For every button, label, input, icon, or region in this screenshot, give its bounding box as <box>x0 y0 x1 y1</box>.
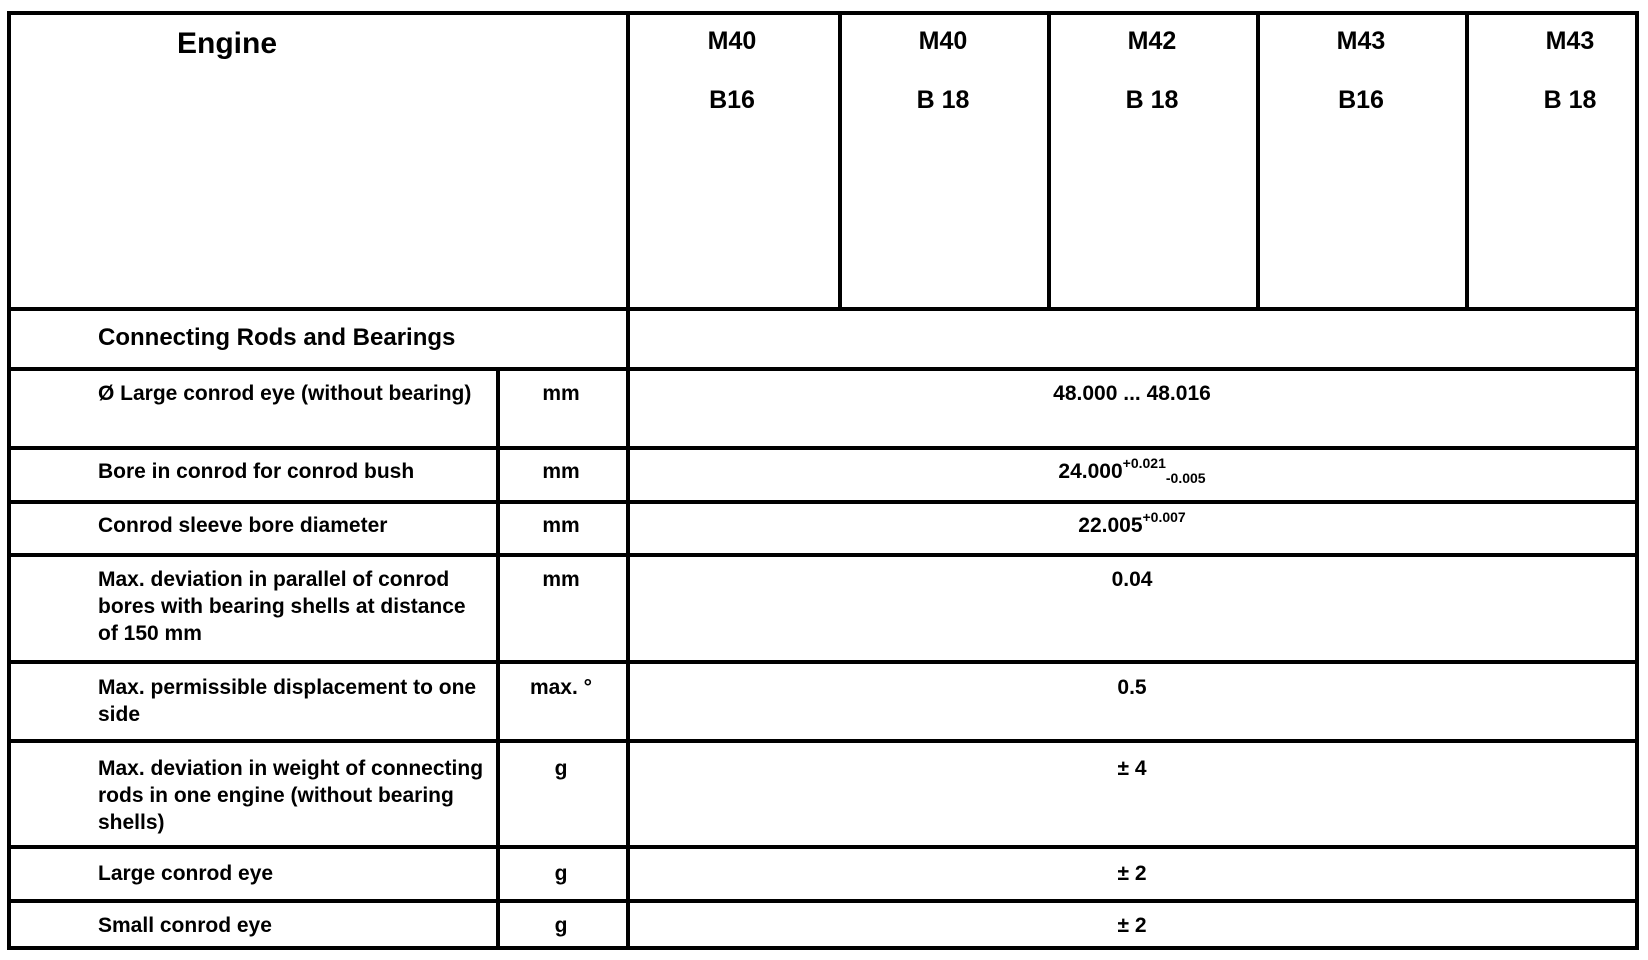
row-5-value: 0.5 <box>1117 676 1147 699</box>
hline-row-3 <box>7 553 1639 557</box>
row-2-value-sup: +0.021 <box>1122 455 1166 471</box>
row-7-label: Large conrod eye <box>98 862 274 885</box>
row-7-unit: g <box>554 862 568 885</box>
col-divider-3 <box>1256 11 1260 311</box>
row-1-label: Ø Large conrod eye (without bearing) <box>98 382 472 405</box>
col-divider-4 <box>1465 11 1469 311</box>
row-4-value: 0.04 <box>1111 568 1153 591</box>
hline-row-4 <box>7 660 1639 664</box>
row-3-unit: mm <box>542 514 580 537</box>
row-2-value <box>632 455 1632 486</box>
hline-row-1 <box>7 446 1639 450</box>
row-2-label: Bore in conrod for conrod bush <box>98 460 415 483</box>
row-1-value: 48.000 ... 48.016 <box>1053 382 1211 405</box>
col-5-variant: B 18 <box>1543 86 1597 114</box>
col-divider-engine <box>626 11 630 950</box>
hline-row-2 <box>7 500 1639 504</box>
border-left <box>7 11 11 950</box>
row-7-value: ± 2 <box>1117 862 1147 885</box>
row-2-value-main: 24.000 <box>1058 460 1123 483</box>
col-3-variant: B 18 <box>1125 86 1179 114</box>
col-divider-1 <box>838 11 842 311</box>
engine-title: Engine <box>177 27 278 60</box>
col-4-variant: B16 <box>1338 86 1384 114</box>
border-right-tail <box>1635 842 1639 950</box>
hline-row-7 <box>7 899 1639 903</box>
row-6-label: Max. deviation in weight of connecting rods in one engine (without bearing shells) <box>98 757 484 834</box>
border-right <box>1635 11 1639 842</box>
row-4-label: Max. deviation in parallel of conrod bores with bearing shells at distance of 150 mm <box>98 568 466 645</box>
col-1-model: M40 <box>707 27 757 55</box>
col-4-model: M43 <box>1336 27 1386 55</box>
col-3-model: M42 <box>1127 27 1177 55</box>
col-divider-2 <box>1047 11 1051 311</box>
row-6-unit: g <box>554 757 568 780</box>
hline-section-bottom <box>7 367 1639 371</box>
col-5-model: M43 <box>1545 27 1595 55</box>
row-3-value-main: 22.005 <box>1078 514 1143 537</box>
row-8-label: Small conrod eye <box>98 914 272 937</box>
row-1-unit: mm <box>542 382 580 405</box>
col-1-variant: B16 <box>709 86 755 114</box>
col-2-model: M40 <box>918 27 968 55</box>
row-2-value-sub: -0.005 <box>1165 470 1206 486</box>
hline-row-6 <box>7 845 1639 849</box>
section-title: Connecting Rods and Bearings <box>98 324 456 351</box>
row-3-label: Conrod sleeve bore diameter <box>98 514 388 537</box>
row-3-value <box>632 509 1632 539</box>
row-5-unit: max. ° <box>529 676 593 699</box>
row-6-value: ± 4 <box>1117 757 1147 780</box>
row-8-unit: g <box>554 914 568 937</box>
hline-header-bottom <box>7 307 1639 311</box>
row-4-unit: mm <box>542 568 580 591</box>
hline-row-5 <box>7 739 1639 743</box>
spec-table <box>7 11 1639 950</box>
border-top <box>7 11 1639 15</box>
hline-bottom <box>7 946 1639 950</box>
row-2-unit: mm <box>542 460 580 483</box>
col-2-variant: B 18 <box>916 86 970 114</box>
row-3-value-sup: +0.007 <box>1142 509 1186 525</box>
row-8-value: ± 2 <box>1117 914 1147 937</box>
row-5-label: Max. permissible displacement to one side <box>98 676 477 726</box>
